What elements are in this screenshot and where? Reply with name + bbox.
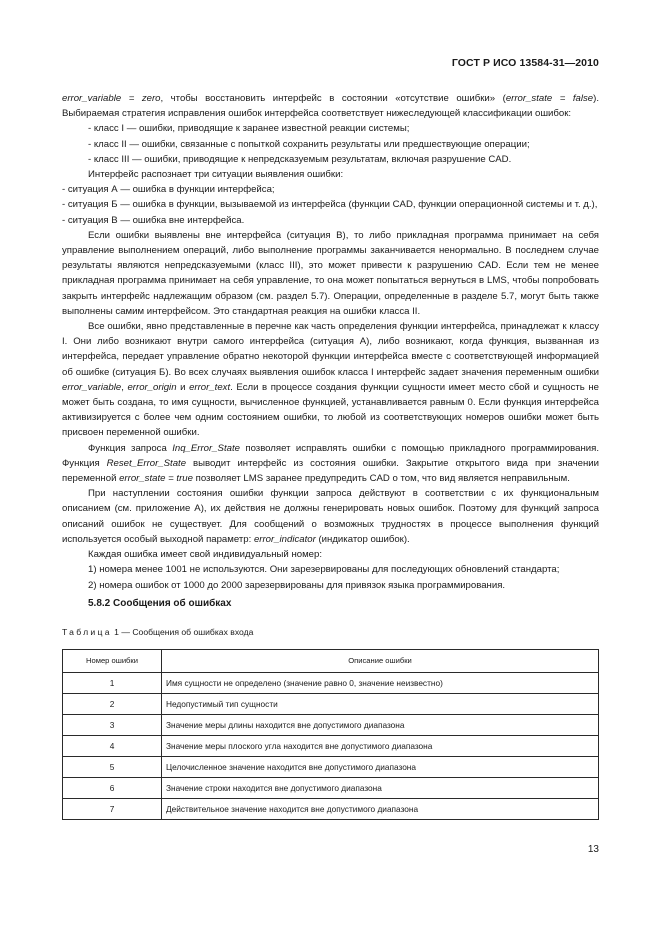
paragraph	[62, 228, 599, 319]
text-run: . Если в процессе создания функции сущности имеет место сбой и сущность не может быть создана, то имя сущности, вычисленное функцией, устанавливается равным 0. Если функция интерфейса активизируется с более чем одним состоянием ошибки, то любой из соответствующих номеров ошибки может быть присвоен переменной ошибки.	[62, 381, 599, 439]
paragraph	[62, 137, 599, 152]
error-number-cell: 2	[63, 694, 162, 715]
text-run: - класс III — ошибки, приводящие к непредсказуемым результатам, включая разрушение CAD.	[88, 153, 512, 165]
error-messages-table	[62, 649, 599, 820]
identifier-text: error_indicator	[253, 533, 316, 545]
text-run: - класс II — ошибки, связанные с попыткой сохранить результаты или предшествующие операции;	[88, 138, 530, 150]
paragraph	[62, 319, 599, 441]
table-row	[63, 673, 599, 694]
page-body	[62, 91, 599, 820]
error-description-cell: Действительное значение находится вне допустимого диапазона	[162, 799, 599, 820]
identifier-text: error_text	[189, 381, 231, 393]
identifier-text: Reset_Error_State	[106, 457, 187, 469]
text-run: выводит интерфейс из состояния ошибки. Закрытие открытого вида при значении переменной	[62, 457, 599, 485]
error-number-cell: 6	[63, 778, 162, 799]
paragraph	[62, 91, 599, 121]
paragraph	[62, 152, 599, 167]
text-run: - ситуация А — ошибка в функции интерфейса;	[62, 184, 275, 196]
error-description-cell: Значение строки находится вне допустимого диапазона	[162, 778, 599, 799]
error-number-cell: 5	[63, 757, 162, 778]
text-run: , чтобы восстановить интерфейс в состоянии «отсутствие ошибки» (	[160, 93, 506, 104]
table-header-row	[63, 650, 599, 673]
page-number: 13	[587, 844, 599, 855]
error-number-cell: 1	[63, 673, 162, 694]
table-caption-word: Таблица	[62, 626, 112, 637]
error-description-cell: Целочисленное значение находится вне допустимого диапазона	[162, 757, 599, 778]
text-run: Каждая ошибка имеет свой индивидуальный номер:	[88, 549, 323, 561]
text-run: При наступлении состояния ошибки функции запроса действуют в соответствии с их функциональным описанием (см. приложение А), их действия не должны генерировать новых ошибок. Поэтому для функций запроса описаний ошибок не существует. Для сообщений о возможных трудностях в процессе выполнения функций используется особый выходной параметр:	[62, 488, 599, 545]
table-row	[63, 778, 599, 799]
text-run: ,	[121, 381, 128, 393]
text-run: Если ошибки выявлены вне интерфейса (ситуация В), то либо прикладная программа принимает на себя управление выполнением операций, либо выполнение программы заканчивается ненормально. В последнем случае результаты являются непредсказуемыми (класс III), это может привести к разрушению CAD. Если тем не менее прикладная программа принимает на себя управление, то она может попытаться вернуться в LMS, чтобы попробовать закрыть интерфейс надлежащим образом (см. раздел 5.7). Операции, определенные в разделе 5.7, могут быть также выполнены самим интерфейсом. Это стандартная реакция на ошибки класса II.	[62, 229, 599, 317]
error-number-cell: 3	[63, 715, 162, 736]
text-run: 2) номера ошибок от 1000 до 2000 зарезервированы для привязок языка программирования.	[88, 579, 506, 591]
document-header: ГОСТ Р ИСО 13584-31—2010	[451, 57, 599, 69]
error-description-cell: Значение меры плоского угла находится вне допустимого диапазона	[162, 736, 599, 757]
text-run: позволяет исправлять ошибки с помощью прикладного программирования. Функция	[62, 442, 599, 469]
paragraph	[62, 213, 599, 228]
paragraph	[62, 182, 599, 197]
paragraph	[62, 441, 599, 487]
identifier-text: error_state = true	[119, 473, 193, 485]
text-run: Все ошибки, явно представленные в перечне как часть определения функции интерфейса, принадлежат к классу I. Они либо возникают внутри самого интерфейса (ситуация А), либо возникают, когда функция, вызванная из интерфейса, передает управление обратно некоторой функции интерфейса вместе с соответствующей информацией об ошибке (ситуация Б). Во всех случаях выявления ошибок класса I интерфейс задает значения переменным ошибки	[62, 321, 599, 378]
section-heading: 5.8.2 Сообщения об ошибках	[88, 597, 232, 609]
table-row	[63, 694, 599, 715]
body-text	[62, 91, 599, 593]
paragraph	[62, 562, 599, 577]
identifier-text: Inq_Error_State	[172, 442, 240, 454]
table-row	[63, 736, 599, 757]
text-run: позволяет LMS заранее предупредить CAD о том, что вид является неправильным.	[192, 473, 570, 485]
column-header-error-number: Номер ошибки	[63, 650, 162, 673]
table-row	[63, 715, 599, 736]
identifier-text: error_state = false	[505, 93, 594, 104]
error-number-cell: 4	[63, 736, 162, 757]
text-run: - класс I — ошибки, приводящие к заранее известной реакции системы;	[88, 123, 410, 135]
paragraph	[62, 486, 599, 547]
error-description-cell: Имя сущности не определено (значение равно 0, значение неизвестно)	[162, 673, 599, 694]
error-number-cell: 7	[63, 799, 162, 820]
error-description-cell: Недопустимый тип сущности	[162, 694, 599, 715]
text-run: и	[176, 381, 190, 393]
error-description-cell: Значение меры длины находится вне допустимого диапазона	[162, 715, 599, 736]
paragraph	[62, 167, 599, 182]
text-run: 1) номера менее 1001 не используются. Они зарезервированы для последующих обновлений стандарта;	[88, 564, 560, 576]
table-row	[63, 799, 599, 820]
paragraph	[62, 121, 599, 136]
paragraph	[62, 197, 599, 212]
table-row	[63, 757, 599, 778]
table-caption	[62, 625, 599, 640]
text-run: Интерфейс распознает три ситуации выявления ошибки:	[88, 169, 344, 181]
text-run: - ситуация Б — ошибка в функции, вызываемой из интерфейса (функции CAD, функции операционной системы и т. д.),	[62, 199, 598, 211]
text-run: - ситуация В — ошибка вне интерфейса.	[62, 214, 245, 226]
text-run: ). Выбираемая стратегия исправления ошибок интерфейса соответствует нижеследующей классификации ошибок:	[62, 93, 599, 120]
text-run: Функция запроса	[88, 442, 173, 454]
identifier-text: error_origin	[127, 381, 177, 393]
paragraph	[62, 578, 599, 593]
paragraph	[62, 547, 599, 562]
column-header-error-description: Описание ошибки	[162, 650, 599, 673]
identifier-text: error_variable = zero	[62, 93, 161, 104]
identifier-text: error_variable	[62, 381, 122, 393]
text-run: (индикатор ошибок).	[315, 533, 410, 545]
table-caption-text: 1 — Сообщения об ошибках входа	[111, 626, 254, 637]
